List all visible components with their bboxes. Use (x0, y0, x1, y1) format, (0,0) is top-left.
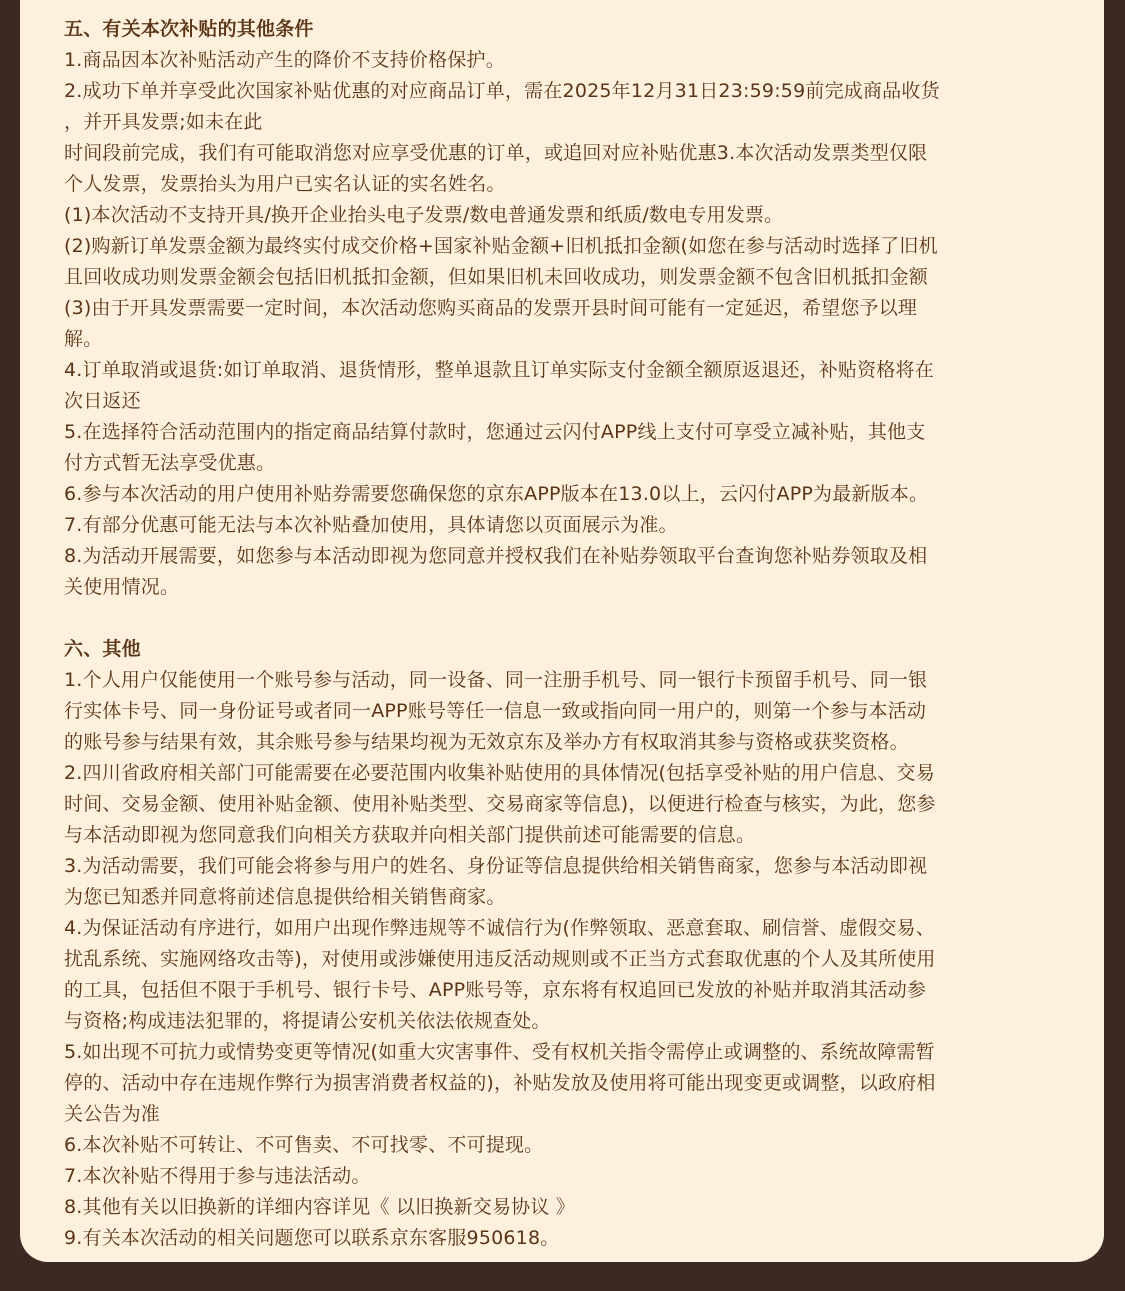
rule-line: 8.其他有关以旧换新的详细内容详见《 以旧换新交易协议 》 (64, 1196, 576, 1218)
rule-line: 次日返还 (64, 390, 141, 412)
rule-line: 付方式暂无法享受优惠。 (64, 452, 276, 474)
rule-line: 的账号参与结果有效，其余账号参与结果均视为无效京东及举办方有权取消其参与资格或获奖资格。 (64, 731, 909, 753)
section6-title: 六、其他 (64, 638, 141, 660)
rule-line: 6.参与本次活动的用户使用补贴券需要您确保您的京东APP版本在13.0以上，云闪付APP为最新版本。 (64, 483, 929, 505)
rule-line: 行实体卡号、同一身份证号或者同一APP账号等任一信息一致或指向同一用户的，则第一个参与本活动 (64, 700, 927, 722)
rule-line: 1.个人用户仅能使用一个账号参与活动，同一设备、同一注册手机号、同一银行卡预留手机号、同一银 (64, 669, 928, 691)
rules-card (20, 0, 1104, 1262)
rule-line: ，并开具发票;如未在此 (64, 111, 263, 133)
rule-line: 9.有关本次活动的相关问题您可以联系京东客服950618。 (64, 1227, 560, 1249)
rule-line: 2.成功下单并享受此次国家补贴优惠的对应商品订单，需在2025年12月31日23:59:59前完成商品收货 (64, 80, 940, 102)
section-divider (64, 603, 1068, 634)
rule-line: 关使用情况。 (64, 576, 180, 598)
rule-line: (3)由于开具发票需要一定时间，本次活动您购买商品的发票开县时间可能有一定延迟，希望您予以理 (64, 297, 918, 319)
rule-line: (2)购新订单发票金额为最终实付成交价格+国家补贴金额+旧机抵扣金额(如您在参与活动时选择了旧机 (64, 235, 938, 257)
rule-line: 的工具，包括但不限于手机号、银行卡号、APP账号等，京东将有权追回已发放的补贴并取消其活动参 (64, 979, 927, 1001)
rule-line: 时间段前完成，我们有可能取消您对应享受优惠的订单，或追回对应补贴优惠3.本次活动发票类型仅限 (64, 142, 928, 164)
rule-line: 为您已知悉并同意将前述信息提供给相关销售商家。 (64, 886, 506, 908)
rule-line: 停的、活动中存在违规作弊行为损害消费者权益的)，补贴发放及使用将可能出现变更或调整，以政府相 (64, 1072, 936, 1094)
rule-line: 3.为活动需要，我们可能会将参与用户的姓名、身份证等信息提供给相关销售商家，您参与本活动即视 (64, 855, 928, 877)
rule-line: 个人发票，发票抬头为用户已实名认证的实名姓名。 (64, 173, 506, 195)
rule-line: 6.本次补贴不可转让、不可售卖、不可找零、不可提现。 (64, 1134, 544, 1156)
rule-line: 与资格;构成违法犯罪的，将提请公安机关依法依规查处。 (64, 1010, 551, 1032)
rule-line: 关公告为准 (64, 1103, 161, 1125)
rule-line: 时间、交易金额、使用补贴金额、使用补贴类型、交易商家等信息)，以便进行检查与核实，为此，您参 (64, 793, 936, 815)
rule-line: 2.四川省政府相关部门可能需要在必要范围内收集补贴使用的具体情况(包括享受补贴的用户信息、交易 (64, 762, 935, 784)
rule-line: 解。 (64, 328, 103, 350)
rule-line: 与本活动即视为您同意我们向相关方获取并向相关部门提供前述可能需要的信息。 (64, 824, 756, 846)
rule-line: 8.为活动开展需要，如您参与本活动即视为您同意并授权我们在补贴券领取平台查询您补贴券领取及相 (64, 545, 928, 567)
rule-line: (1)本次活动不支持开具/换开企业抬头电子发票/数电普通发票和纸质/数电专用发票。 (64, 204, 784, 226)
rule-line: 扰乱系统、实施网络攻击等)，对使用或涉嫌使用违反活动规则或不正当方式套取优惠的个人及其所使用 (64, 948, 936, 970)
rule-line: 7.本次补贴不得用于参与违法活动。 (64, 1165, 371, 1187)
rule-line: 1.商品因本次补贴活动产生的降价不支持价格保护。 (64, 49, 505, 71)
rule-line: 5.在选择符合活动范围内的指定商品结算付款时，您通过云闪付APP线上支付可享受立减补贴，其他支 (64, 421, 926, 443)
rule-line: 4.订单取消或退货:如订单取消、退货情形，整单退款且订单实际支付金额全额原返退还，补贴资格将在 (64, 359, 934, 381)
rule-line: 4.为保证活动有序进行，如用户出现作弊违规等不诚信行为(作弊领取、恶意套取、刷信誉、虚假交易、 (64, 917, 935, 939)
rule-line: 5.如出现不可抗力或情势变更等情况(如重大灾害事件、受有权机关指令需停止或调整的、系统故障需暂 (64, 1041, 935, 1063)
rules-content (64, 14, 1068, 1254)
rule-line: 7.有部分优惠可能无法与本次补贴叠加使用，具体请您以页面展示为准。 (64, 514, 678, 536)
section5-title: 五、有关本次补贴的其他条件 (64, 18, 314, 40)
rule-line: 且回收成功则发票金额会包括旧机抵扣金额，但如果旧机未回收成功，则发票金额不包含旧机抵扣金额 (64, 266, 929, 288)
